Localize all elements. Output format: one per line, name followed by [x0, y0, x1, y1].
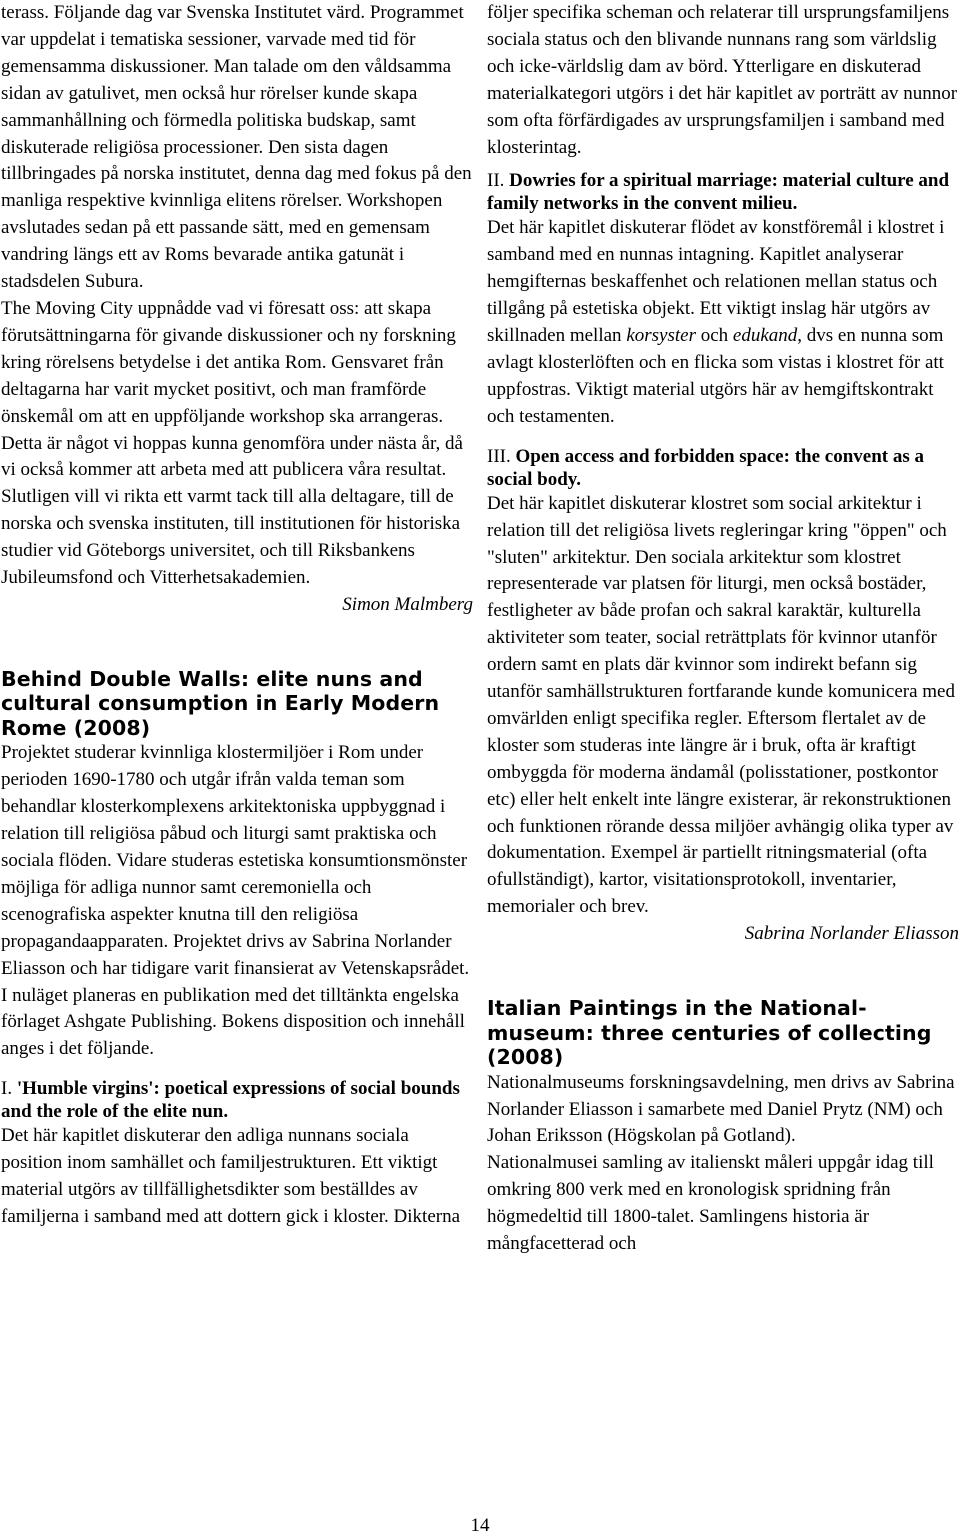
left-column — [1, 0, 473, 1231]
chapter-title: Open access and forbidden space: the convent as a social body. — [487, 445, 924, 490]
paragraph: The Moving City uppnådde vad vi föresatt oss: att skapa förutsättningarna för givande diskussioner och ny forskning kring rörelsens betydelse i det antika Rom. Gensvaret från deltagarna har varit mycket positivt, och man framförde önskemål om att en uppföljande workshop ska arrangeras. Detta är något vi hoppas kunna genomföra under nästa år, då vi också kommer att arbeta med att publicera våra resultat. Slutligen vill vi rikta ett varmt tack till alla deltagare, till de norska och svenska instituten, till institutionen för historiska studier vid Göteborgs universitet, och till Riksbankens Jubileumsfond och Vitterhetsakademien. — [1, 297, 463, 589]
chapter-heading — [1, 1077, 473, 1123]
chapter-heading — [487, 445, 959, 491]
chapter-number: III. — [487, 445, 511, 467]
signature: Sabrina Norlander Eliasson — [744, 923, 959, 945]
emphasis: korsyster — [626, 325, 696, 347]
page-number: 14 — [470, 1515, 490, 1536]
paragraph: Det här kapitlet diskuterar den adliga nunnans sociala position inom samhället och familjestrukturen. Ett viktigt material utgörs av tillfällighetsdikter som beställdes av familjerna i samband med att dottern gick i kloster. Dikterna — [1, 1125, 461, 1227]
paragraph: Projektet studerar kvinnliga klostermiljöer i Rom under perioden 1690-1780 och utgår ifrån valda teman som behandlar klosterkomplexens arkitektoniska uppbyggnad i relation till religiösa påbud och liturgi samt praktiska och sociala flöden. Vidare studeras estetiska konsumtionsmönster möjliga för adliga nunnor samt ceremoniella och scenografiska aspekter knutna till den religiösa propagandaapparaten. Projektet drivs av Sabrina Norlander Eliasson och har tidigare varit finansierat av Vetenskapsrådet. I nuläget planeras en publikation med det tilltänkta engelska förlaget Ashgate Publishing. Bokens disposition och innehåll anges i det följande. — [1, 742, 470, 1060]
section-heading: Behind Double Walls: elite nuns and cultural consumption in Early Modern Rome (2008) — [1, 666, 440, 740]
paragraph: Det här kapitlet diskuterar flödet av konstföremål i klostret i samband med en nunnas intagning. Kapitlet analyserar hemgifternas beskaffenhet och relationen mellan status och tillgång på estetiska objekt. Ett viktigt inslag här utgörs av skillnaden mellan korsyster och edukand, dvs en nunna som avlagt klosterlöften och en flicka som vistas i klostret för att uppfostras. Viktigt material utgörs här av hemgiftskontrakt och testamenten. — [487, 217, 945, 427]
chapter-title: 'Humble virgins': poetical expressions of social bounds and the role of the elite nun. — [1, 1078, 460, 1123]
paragraph: Nationalmusei samling av italienskt måleri uppgår idag till omkring 800 verk med en kronologisk spridning från högmedeltid till 1800-talet. Samlingens historia är mångfacetterad och — [487, 1152, 934, 1255]
chapter-number: I. — [1, 1078, 13, 1100]
paragraph: terass. Följande dag var Svenska Institutet värd. Programmet var uppdelat i tematiska sessioner, varvade med tid för gemensamma diskussioner. Man talade om den våldsamma sidan av gatulivet, men också hur rörelser kunde skapa sammanhållning och förmedla politiska budskap, samt diskuterade religiösa processioner. Den sista dagen tillbringades på norska institutet, denna dag med fokus på den manliga respektive kvinnliga elitens rörelser. Workshopen avslutades sedan på ett passande sätt, med en gemensam vandring längs ett av Roms bevarade antika gatunät i stadsdelen Subura. — [1, 2, 472, 293]
emphasis: edukand — [732, 325, 798, 347]
signature: Simon Malmberg — [342, 593, 473, 615]
chapter-heading — [487, 169, 959, 215]
section-heading: Italian Paintings in the National-museum: three centuries of collecting (2008) — [487, 996, 932, 1070]
right-column — [487, 0, 959, 1258]
paragraph: följer specifika scheman och relaterar till ursprungsfamiljens sociala status och den blivande nunnans rang som världslig och icke-världslig dam av börd. Ytterligare en diskuterad materialkategori utgörs i det här kapitlet av porträtt av nunnor som ofta förfärdigades av ursprungsfamiljen i samband med klosterintag. — [487, 2, 958, 158]
paragraph: Det här kapitlet diskuterar klostret som social arkitektur i relation till det religiösa livets regleringar kring "öppen" och "sluten" arkitektur. Den sociala arkitektur som klostret representerade var platsen för liturgi, men också bostäder, festligheter av både profan och sakral karaktär, kulturella aktiviteter som teater, social reträttplats för kvinnor utanför ordern samt en plats där kvinnor som indirekt befann sig utanför samhällstrukturen fortfarande kunde komunicera med omvärlden enligt specifika regler. Eftersom flertalet av de kloster som studeras inte längre är i bruk, ofta är kraftigt ombyggda för moderna ändamål (polisstationer, postkontor etc) eller helt enkelt inte längre existerar, är rekonstruktionen och funktionen rörande dessa miljöer avhängig olika typer av dokumentation. Exempel är partiellt ritningsmaterial (ofta ofullständigt), kartor, visitationsprotokoll, inventarier, memorialer och brev. — [487, 492, 955, 918]
paragraph: Nationalmuseums forskningsavdelning, men drivs av Sabrina Norlander Eliasson i samarbete med Daniel Prytz (NM) och Johan Eriksson (Högskolan på Gotland). — [487, 1071, 955, 1147]
chapter-number: II. — [487, 170, 505, 192]
chapter-title: Dowries for a spiritual marriage: material culture and family networks in the convent milieu. — [487, 170, 950, 215]
